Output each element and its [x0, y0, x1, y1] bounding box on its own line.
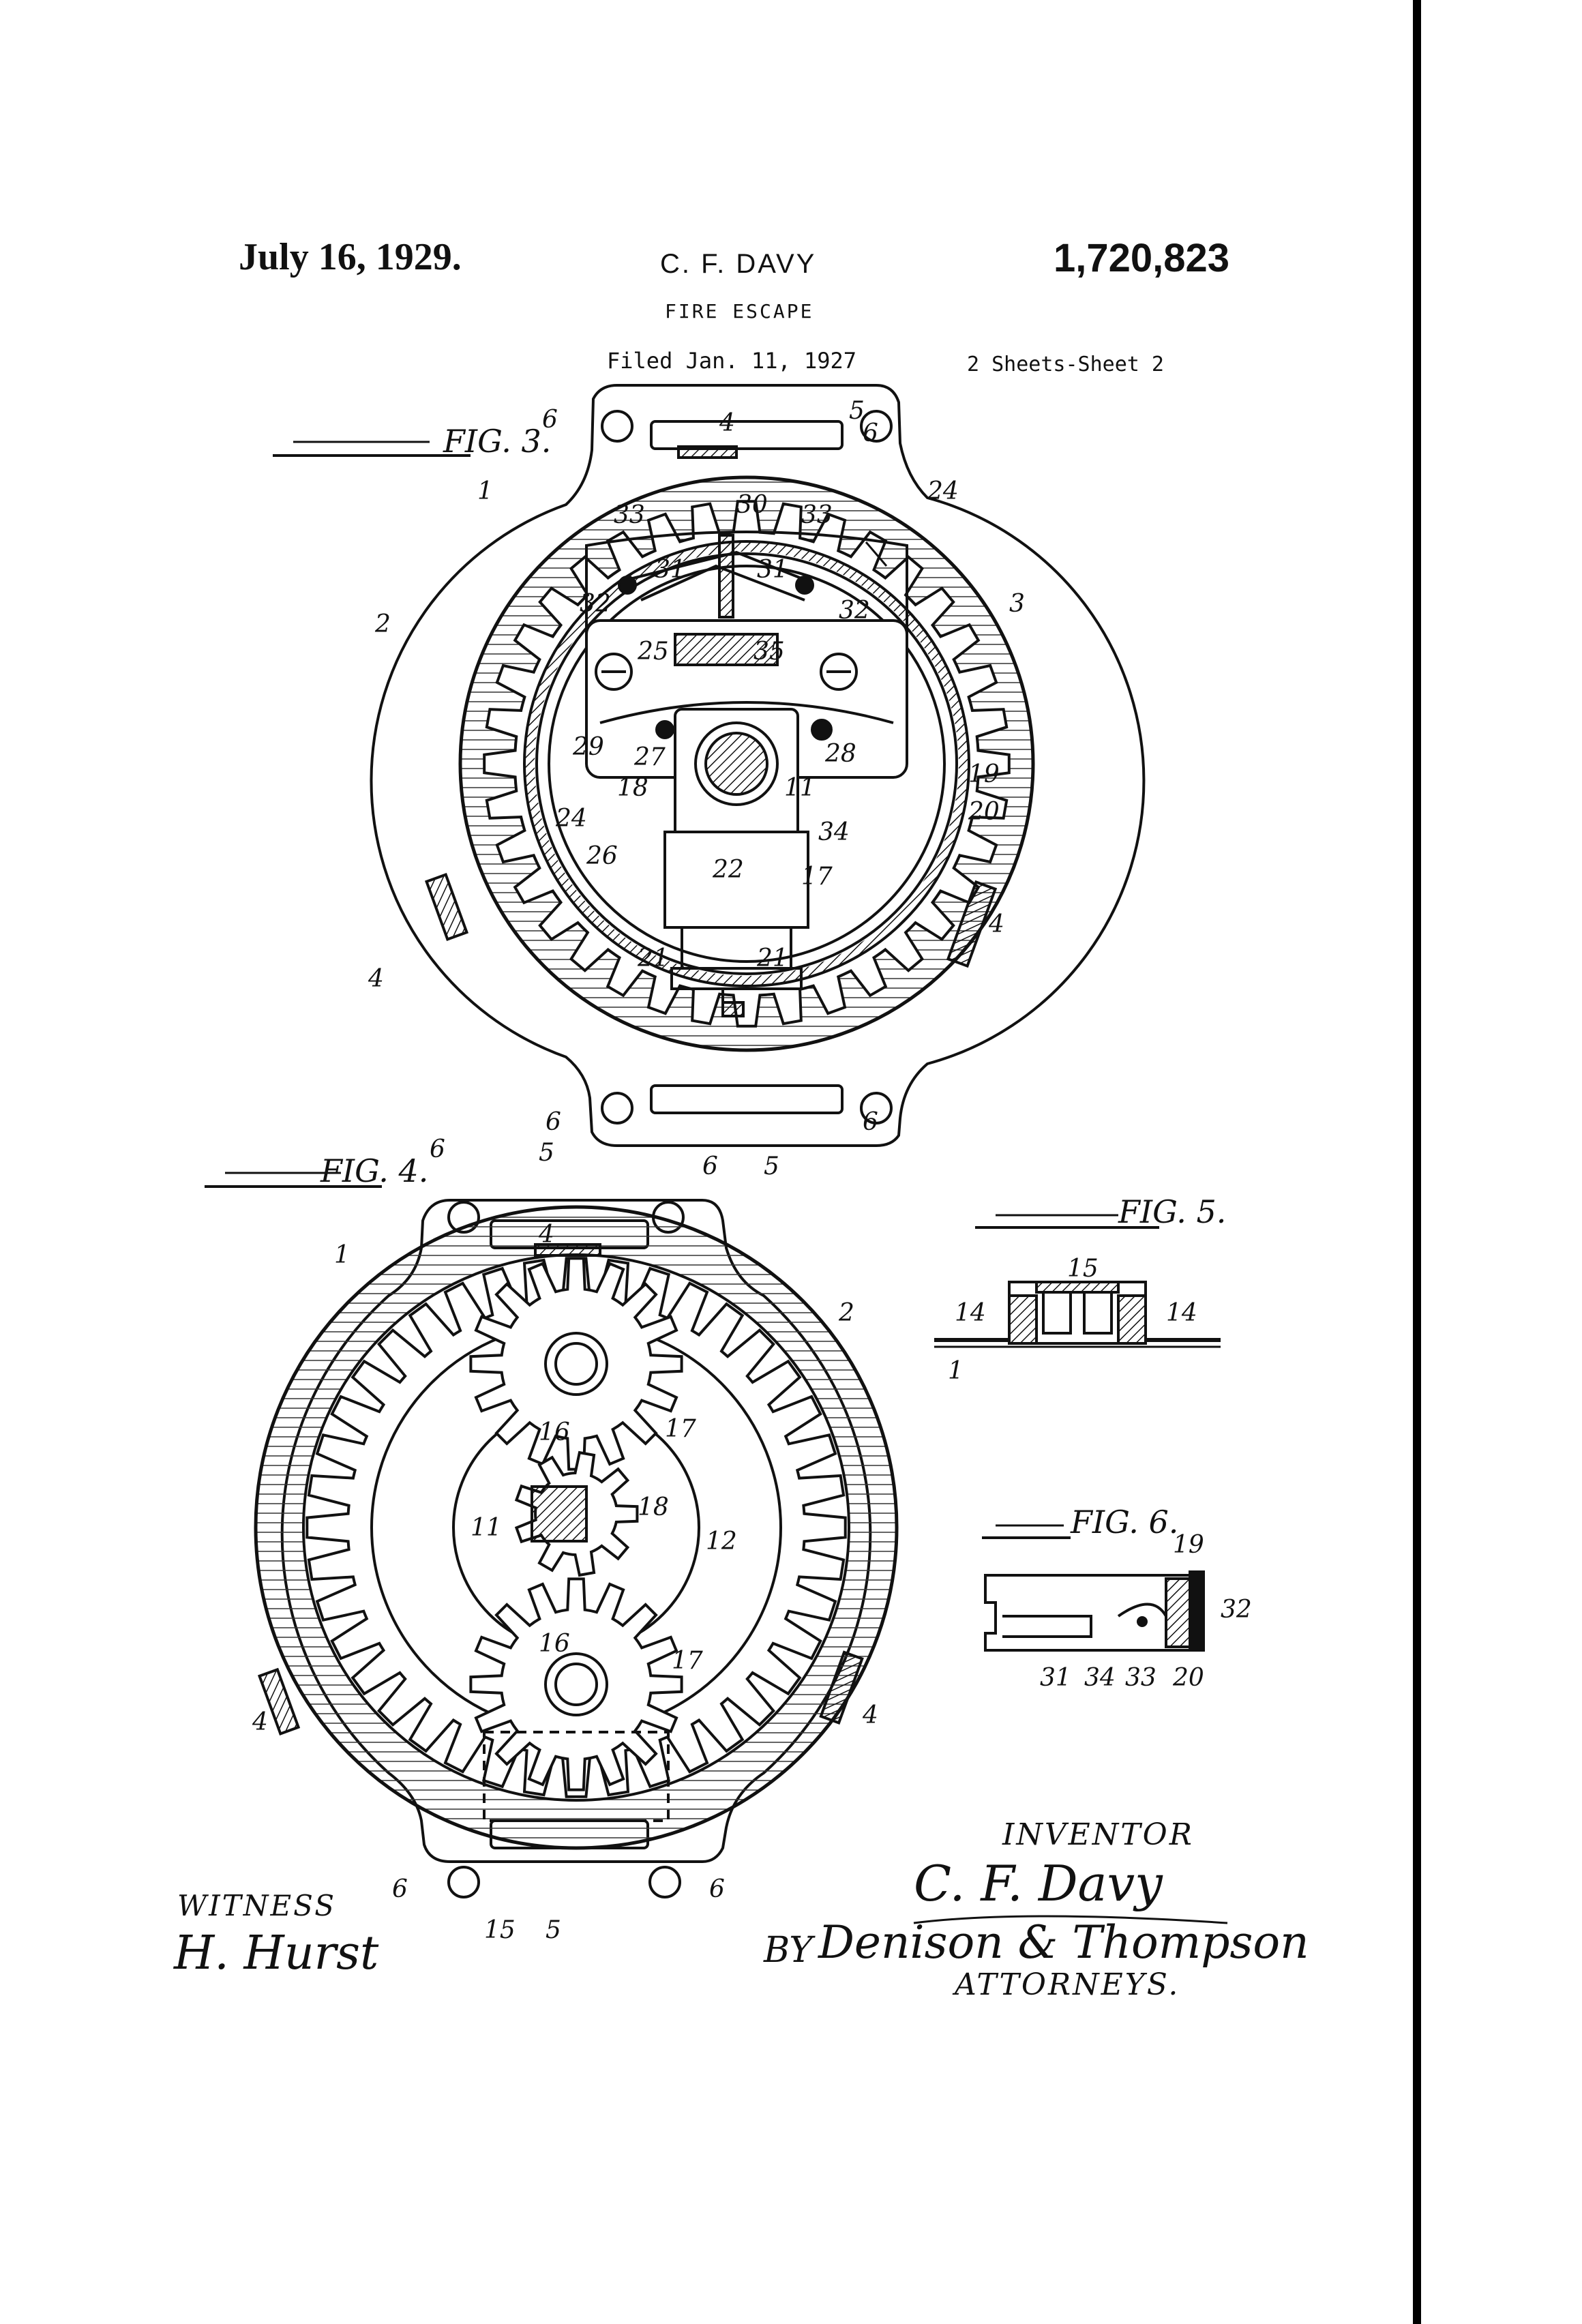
- witness-label: WITNESS: [177, 1889, 336, 1922]
- reference-numeral: 33: [801, 501, 833, 529]
- attorneys-signature: Denison & Thompson: [818, 1916, 1309, 1969]
- reference-numeral: 5: [764, 1152, 779, 1180]
- reference-numeral: 17: [665, 1415, 696, 1443]
- reference-numeral: 33: [1125, 1664, 1156, 1692]
- reference-numeral: 20: [968, 798, 1000, 826]
- reference-numeral: 33: [614, 501, 645, 529]
- reference-numeral: 31: [655, 556, 686, 584]
- reference-numeral: 22: [713, 856, 744, 884]
- reference-numeral: 19: [968, 760, 1000, 788]
- reference-numeral: 24: [927, 477, 959, 505]
- reference-numeral: 27: [634, 743, 666, 771]
- reference-numeral: 18: [638, 1493, 669, 1521]
- reference-numeral: 6: [702, 1152, 718, 1180]
- reference-numeral: 31: [1040, 1664, 1071, 1692]
- witness-signature: H. Hurst: [174, 1926, 379, 1980]
- reference-numeral: 2: [375, 610, 391, 638]
- inventor-name: C. F. DAVY: [660, 249, 817, 279]
- reference-numeral: 35: [753, 638, 785, 666]
- reference-numeral: 29: [573, 733, 604, 761]
- reference-numeral: 12: [706, 1528, 737, 1555]
- reference-numeral: 17: [672, 1647, 703, 1675]
- attorneys-label: ATTORNEYS.: [955, 1967, 1180, 2002]
- reference-numeral: 26: [586, 842, 618, 870]
- reference-numeral: 4: [539, 1221, 554, 1249]
- reference-numeral: 11: [471, 1514, 502, 1542]
- inventor-label: INVENTOR: [1002, 1817, 1194, 1852]
- reference-numeral: 5: [539, 1139, 554, 1167]
- reference-numeral: 6: [863, 419, 878, 447]
- reference-numeral: 31: [757, 556, 788, 584]
- reference-numeral: 15: [1067, 1255, 1099, 1283]
- reference-numeral: 6: [430, 1135, 445, 1163]
- reference-numeral: 19: [1173, 1531, 1204, 1559]
- patent-number: 1,720,823: [1054, 236, 1230, 280]
- reference-numeral: 6: [863, 1108, 878, 1136]
- reference-numeral: 28: [825, 740, 856, 768]
- reference-numeral: 6: [542, 406, 558, 434]
- reference-numeral: 16: [539, 1630, 570, 1658]
- reference-numeral: 11: [784, 774, 816, 802]
- reference-numeral: 14: [955, 1299, 986, 1327]
- reference-numeral: 4: [368, 965, 384, 993]
- reference-numeral: 4: [719, 409, 735, 437]
- reference-numeral: 21: [757, 944, 788, 972]
- reference-numeral: 4: [252, 1708, 268, 1736]
- reference-numeral: 3: [1009, 590, 1025, 618]
- reference-numeral: 21: [638, 944, 669, 972]
- reference-numeral: 2: [839, 1299, 854, 1327]
- reference-numeral: 18: [617, 774, 648, 802]
- reference-numeral: 1: [477, 477, 493, 505]
- reference-numeral: 5: [546, 1916, 561, 1944]
- fig3-label: FIG. 3.: [443, 423, 552, 460]
- reference-numeral: 32: [580, 590, 611, 618]
- figure-3: [273, 385, 1144, 1146]
- reference-numeral: 20: [1173, 1664, 1204, 1692]
- reference-numeral: 6: [546, 1108, 561, 1136]
- fig6-label: FIG. 6.: [1071, 1504, 1179, 1540]
- reference-numeral: 25: [638, 638, 669, 666]
- reference-numeral: 30: [736, 491, 768, 519]
- gear-teeth: [471, 1258, 681, 1469]
- reference-numeral: 5: [849, 397, 865, 425]
- by-label: BY: [764, 1930, 813, 1971]
- inventor-signature: C. F. Davy: [914, 1855, 1163, 1912]
- reference-numeral: 17: [801, 863, 833, 891]
- reference-numeral: 34: [818, 818, 850, 846]
- reference-numeral: 6: [392, 1875, 408, 1903]
- patent-date: July 16, 1929.: [239, 236, 462, 278]
- filed-date: Filed Jan. 11, 1927: [607, 348, 857, 374]
- reference-numeral: 24: [556, 805, 587, 833]
- fig4-label: FIG. 4.: [320, 1152, 429, 1189]
- reference-numeral: 1: [948, 1357, 964, 1385]
- figure-4: [205, 1173, 897, 1897]
- reference-numeral: 16: [539, 1418, 570, 1446]
- reference-numeral: 32: [1221, 1596, 1252, 1624]
- patent-title: FIRE ESCAPE: [665, 300, 814, 323]
- reference-numeral: 4: [989, 910, 1004, 938]
- reference-numeral: 1: [334, 1241, 350, 1269]
- sheet-count: 2 Sheets-Sheet 2: [967, 353, 1164, 376]
- reference-numeral: 14: [1166, 1299, 1197, 1327]
- reference-numeral: 15: [484, 1916, 516, 1944]
- gear-teeth: [471, 1579, 681, 1789]
- reference-numeral: 6: [709, 1875, 725, 1903]
- fig5-label: FIG. 5.: [1118, 1193, 1227, 1230]
- reference-numeral: 4: [863, 1701, 878, 1729]
- reference-numeral: 34: [1084, 1664, 1116, 1692]
- reference-numeral: 32: [839, 597, 870, 625]
- figure-6: [982, 1525, 1204, 1650]
